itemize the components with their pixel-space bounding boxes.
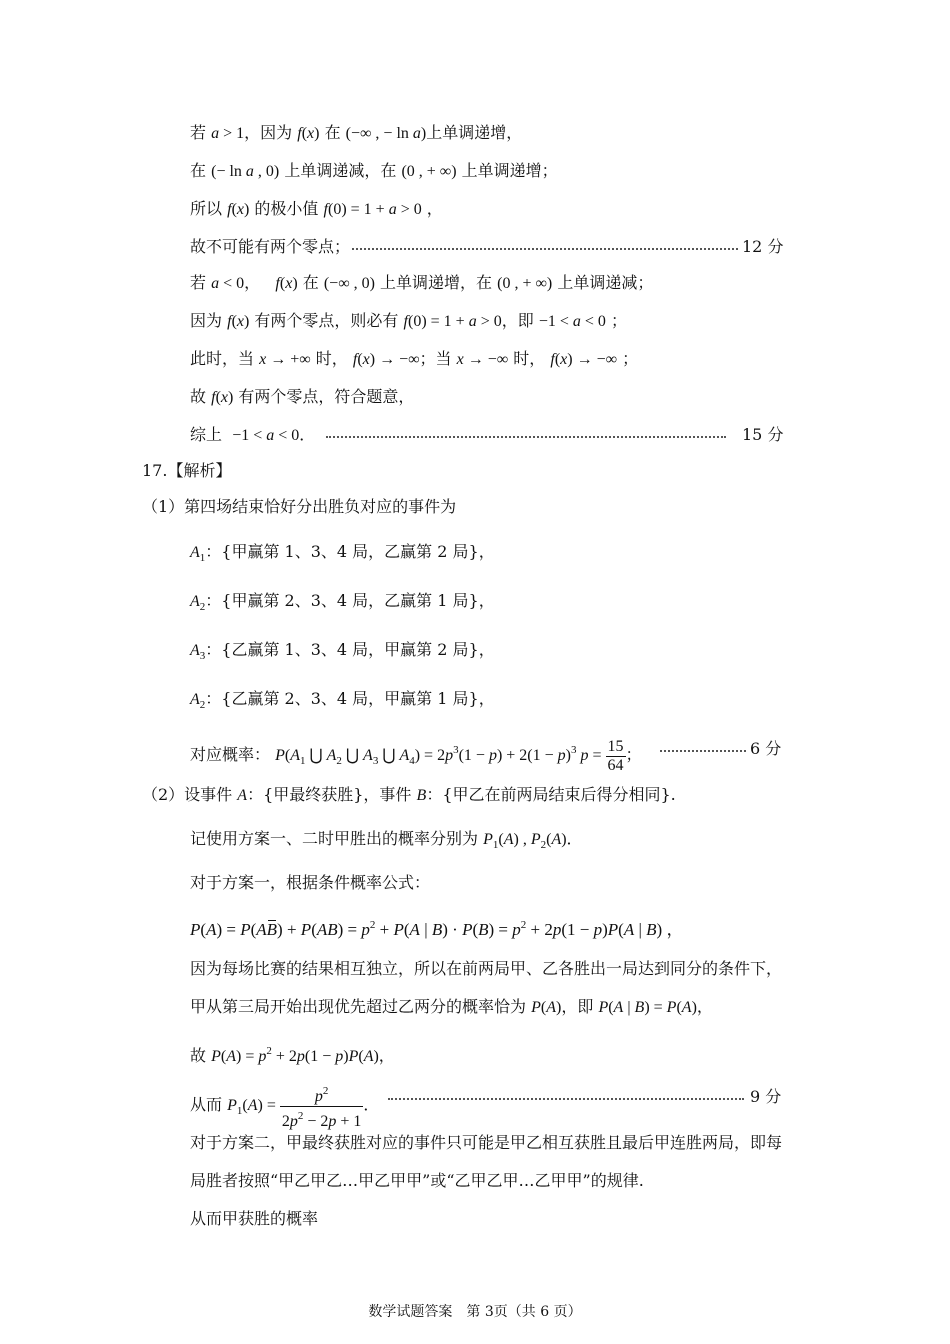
text-line: 对于方案二，甲最终获胜对应的事件只可能是甲乙相互获胜且最后甲连胜两局，即每 [190,1133,783,1152]
text-line: 故 $P(A) = p^2 + 2p(1 - p)P(A)$， [190,1045,395,1065]
text-line: 甲从第三局开始出现优先超过乙两分的概率恰为 P(A)，即 P(A | B) = P(A)， [190,997,713,1016]
text-line: 记使用方案一、二时甲胜出的概率分别为 $P_1(A)$ , $P_2(A)$． [190,829,583,851]
text-line: 若 a < 0， f(x) 在 (−∞ , 0) 上单调递增，在 (0 , + ∞) 上单调递减； [190,273,654,292]
leader-dots [352,248,738,250]
text-line: $A_2$：{甲赢第 2、3、4 局，乙赢第 1 局}， [190,591,495,613]
text-line: 故不可能有两个零点； [190,237,351,256]
text-line: 因为 f(x) 有两个零点，则必有 f(0) = 1 + a > 0，即 −1 < a < 0 ； [190,311,628,330]
text-line: 对应概率： $P(A_1$ ⋃ $A_2$ ⋃ $A_3$ ⋃ $A_4) = 2p^3(1 - p) + 2(1 - p)^3$ p = $\frac{15}{64}$ ； [190,738,642,774]
text-line: 从而甲获胜的概率 [190,1209,319,1228]
text-line: 从而 $P_1(A)$ = $\frac{p^2}{2p^2 - 2p + 1}$ ． [190,1082,379,1131]
text-line: （1）第四场结束恰好分出胜负对应的事件为 [142,497,457,516]
text-line: $A_3$：{乙赢第 1、3、4 局，甲赢第 2 局}， [190,640,495,662]
text-line: 对于方案一，根据条件概率公式： [190,873,431,892]
score-label: 15 分 [742,425,784,444]
leader-dots [388,1098,744,1100]
text-line: 所以 f(x) 的极小值 f(0) = 1 + a > 0 ， [190,199,443,218]
score-label: 12 分 [742,237,784,256]
leader-dots [660,750,746,752]
text-line: 综上 −1 < a < 0． [190,425,316,444]
text-line: （2）设事件 A：{甲最终获胜}，事件 B：{甲乙在前两局结束后得分相同}. [142,785,676,804]
text-line: 局胜者按照“甲乙甲乙…甲乙甲甲”或“乙甲乙甲…乙甲甲”的规律. [190,1171,644,1190]
text-line: $A_1$：{甲赢第 1、3、4 局，乙赢第 2 局}， [190,542,495,564]
text-line: 故 f(x) 有两个零点，符合题意， [190,387,415,406]
page-footer: 数学试题答案 第 3页（共 6 页） [368,1304,582,1320]
text-line: $A_2$：{乙赢第 2、3、4 局，甲赢第 1 局}， [190,689,495,711]
formula-line: $P(A) = P(AB) + P(AB) = p^2 + P(A$ | $B) \cdot P(B) = p^2 + 2p(1 - p)P(A$ | B) ， [190,919,684,939]
leader-dots [326,436,726,438]
score-label: 6 分 [750,739,782,758]
section-heading: 17.【解析】 [142,461,232,480]
text-line: 若 a > 1，因为 f(x) 在 (−∞ , − ln a)上单调递增， [190,123,523,142]
score-label: 9 分 [750,1087,782,1106]
text-line: 在 (− ln a , 0) 上单调递减，在 (0 , + ∞) 上单调递增； [190,161,558,180]
text-line: 因为每场比赛的结果相互独立，所以在前两局甲、乙各胜出一局达到同分的条件下， [190,959,783,978]
text-line: 此时，当 x → +∞ 时， f(x) → −∞；当 x → −∞ 时， f(x) → −∞ ； [190,349,639,368]
